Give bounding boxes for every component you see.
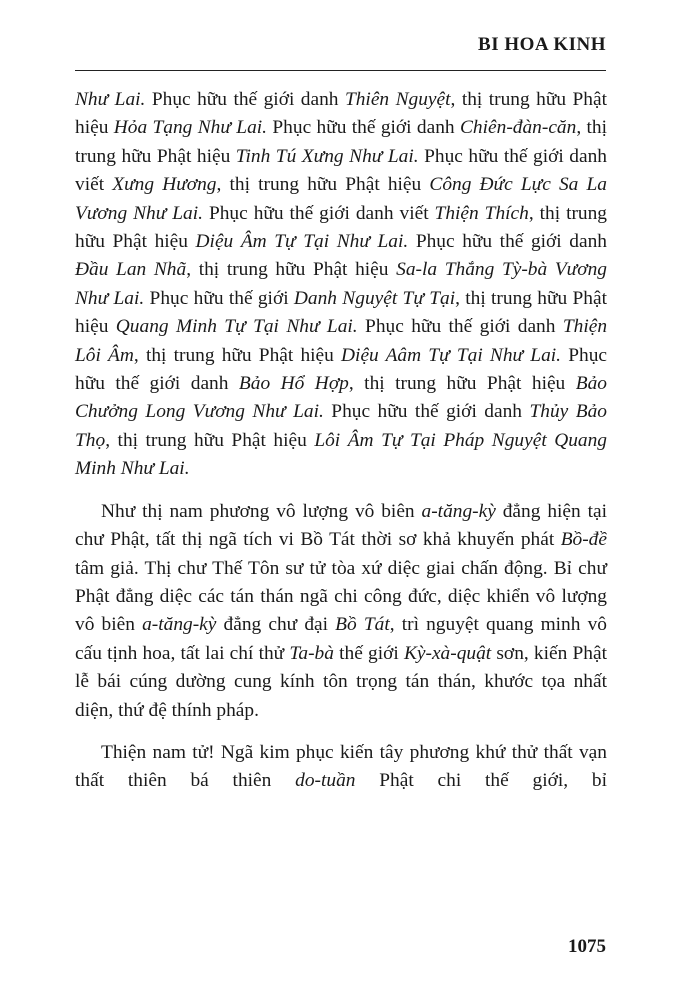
text-run: Phục hữu thế giới danh — [267, 117, 460, 139]
italic-term: Thủy Bảo Thọ — [75, 401, 607, 451]
italic-term: Bồ Tát — [335, 614, 390, 636]
italic-term: Thiện Lôi Âm — [75, 316, 608, 366]
italic-term: Sa-la Thắng Tỳ-bà Vương Như Lai. — [75, 259, 607, 309]
text-run: Phật chi thế giới, bỉ — [355, 770, 607, 792]
italic-term: Tinh Tú Xưng Như Lai. — [235, 145, 419, 167]
text-run: Phục hữu thế giới — [144, 287, 294, 309]
italic-term: Hỏa Tạng Như Lai. — [113, 117, 268, 139]
text-run: , thị trung hữu Phật hiệu — [133, 344, 342, 366]
text-run: Thiện nam tử! Ngã kim phục kiến tây phương khứ thử thất vạn thất thiên bá thiên — [75, 741, 607, 792]
italic-term: Thiên Nguyệt — [344, 89, 451, 110]
italic-term: Công Đức Lực Sa La Vương Như Lai. — [75, 174, 608, 224]
italic-term: a-tăng-kỳ — [421, 500, 496, 522]
text-run: Phục hữu thế giới danh — [408, 231, 607, 253]
italic-term: Xưng Hương — [112, 174, 217, 196]
text-run: Phục hữu thế giới danh viết — [203, 202, 435, 224]
text-run: Như thị nam phương vô lượng vô biên — [101, 500, 422, 522]
text-run: , thị trung hữu Phật hiệu — [75, 287, 607, 338]
text-run: Phục hữu thế giới danh viết — [75, 145, 607, 196]
italic-term: Bảo Hổ Hợp — [238, 373, 349, 395]
body-text — [75, 86, 607, 796]
text-run: Phục hữu thế giới danh — [75, 344, 608, 395]
running-title: BI HOA KINH — [478, 34, 606, 55]
italic-term: Lôi Âm Tự Tại Pháp Nguyệt Quang Minh Như Lai. — [75, 429, 608, 480]
text-run: thế giới — [333, 642, 404, 664]
text-run: , thị trung hữu Phật hiệu — [75, 202, 607, 253]
text-run: đẳng chư đại — [216, 614, 336, 636]
italic-term: Như Lai. — [75, 89, 146, 110]
italic-term: Quang Minh Tự Tại Như Lai. — [115, 316, 358, 338]
text-run: đẳng hiện tại chư Phật, tất thị ngã tích vi Bồ Tát thời sơ khả khuyến phát — [75, 500, 607, 551]
italic-term: Chiên-đàn-căn — [460, 117, 577, 139]
text-run: , thị trung hữu Phật hiệu — [348, 373, 576, 395]
paragraph-2 — [75, 498, 607, 725]
italic-term: Diệu Âm Tự Tại Như Lai. — [195, 231, 409, 253]
text-run: tâm giả. Thị chư Thế Tôn sư tử tòa xứ diệc giai chấn động. Bỉ chư Phật đẳng diệc các tán thán ngã chi công đức, diệc khiển vô lượng vô biên — [75, 557, 607, 636]
italic-term: Diệu Aâm Tự Tại Như Lai. — [341, 344, 562, 366]
text-run: Phục hữu thế giới danh — [145, 89, 345, 110]
text-run: , thị trung hữu Phật hiệu — [216, 174, 430, 196]
italic-term: Thiện Thích — [434, 202, 529, 224]
page-header — [75, 30, 606, 71]
text-run: , thị trung hữu Phật hiệu — [186, 259, 397, 281]
text-run: Phục hữu thế giới danh — [357, 316, 563, 338]
italic-term: Đầu Lan Nhã — [75, 259, 187, 281]
italic-term: Ta-bà — [289, 642, 334, 664]
italic-term: Bồ-đề — [560, 529, 607, 551]
text-run: , thị trung hữu Phật hiệu — [75, 89, 607, 139]
text-run: sơn, kiến Phật lễ bái cúng dường cung kính tôn trọng tán thán, khước tọa nhất diện, thứ đệ thính pháp. — [75, 642, 607, 721]
italic-term: Danh Nguyệt Tự Tại — [293, 287, 456, 309]
italic-term: do-tuần — [295, 770, 356, 792]
italic-term: Kỳ-xà-quật — [403, 642, 492, 664]
paragraph-1 — [75, 86, 607, 484]
text-run: , thị trung hữu Phật hiệu — [75, 117, 608, 167]
text-run: Phục hữu thế giới danh — [323, 401, 530, 423]
text-run: , thị trung hữu Phật hiệu — [105, 429, 315, 451]
paragraph-3 — [75, 739, 607, 796]
page-number: 1075 — [568, 936, 606, 957]
text-run: , trì nguyệt quang minh vô cấu tịnh hoa, tất lai chí thử — [75, 614, 607, 664]
italic-term: Bảo Chưởng Long Vương Như Lai. — [75, 373, 607, 423]
italic-term: a-tăng-kỳ — [142, 614, 217, 636]
